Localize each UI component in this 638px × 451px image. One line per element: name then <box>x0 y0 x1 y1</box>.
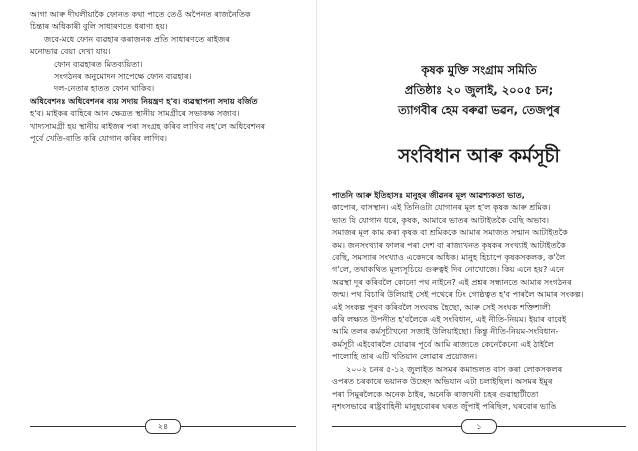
organization-name: কৃষক মুক্তি সংগ্ৰাম সমিতি <box>421 63 537 77</box>
organization-address: ত্যাগবীৰ হেম বৰুৱা ভৱন, তেজপুৰ <box>398 103 560 117</box>
text-line: সমাজৰ মূল কাম কৰা কৃষক বা শ্ৰমিককে আমাৰ সমাজত সন্মান আটাইতকৈ <box>332 227 568 238</box>
right-page-footer <box>332 418 626 434</box>
left-page <box>0 0 311 451</box>
text-line: কৰি লক্ষ্যত উপনীত হ'বলৈকে এই সংবিধান, এই নীতি-নিয়ম। ইয়াৰ বাবেই <box>332 314 567 325</box>
text-line: গ'লে, তথাকথিত মূল্যসূচিয়ে গুৰুত্বই দিব নোখোজে। কিয় এনে হয়? এনে <box>332 264 565 275</box>
text-line: সংগঠনৰ অনুমোদন সাপেক্ষে ফোন ব্যৱহাৰ। <box>54 71 192 82</box>
text-line: জবে-মধে ফোন ব্যৱহাৰ কৰাজনক প্ৰতি সাধাৰণতে ৰাইজৰ <box>44 33 230 44</box>
right-page <box>326 0 638 451</box>
text-line: আগা আৰু দীঘলীয়াকৈ ফোনত কথা পাতে তেওঁ অপৈনত ৰাজনৈতিক <box>30 9 251 19</box>
text-line: আমি তলৰ কৰ্মসূচীখনো সজাই উলিয়াইছো। কিন্তু নীতি-নিয়ম-সংবিধান- <box>332 326 559 337</box>
text-line: পূৰ্বে খেতি-বাতি কৰি যোগান কৰিব লাগিব। <box>30 133 168 144</box>
text-line: অৱস্থা দূৰ কৰিবলৈ কোনো পথ নাইনে? এই প্ৰশ্নৰ সন্ধানতে আমাৰ সংগঠনৰ <box>332 276 572 287</box>
text-line: কৰ্মসূচী এইবোৰলৈ যোৱাৰ পূৰ্বে আমি ৰাজ্যতে কেনেকৈনো এই ঠাইলৈ <box>332 338 554 349</box>
text-line: কম। জনসংখ্যাৰ ফালৰ পৰা দেশ বা ৰাজ্যখনত কৃষকৰ সংখ্যাই আটাইতকৈ <box>332 239 566 250</box>
text-line: কাপোৰ, বাসস্থান। এই তিনিওটা যোগানৰ মূল হ'ল কৃষক আৰু শ্ৰমিক। <box>332 202 551 213</box>
page-gutter <box>316 0 317 451</box>
text-line: পৰা সিমুৰলৈকে অনেক ঠাইৰ, অনেকি ৰাজখনী চহৰ গুৱাহাটীতো <box>332 388 539 399</box>
text-line: চিন্তাৰ অধিকাৰী বুলি সাধাৰণতে ধৰাণা হয়। <box>30 21 168 32</box>
text-line: হ'ব। মাইকৰ বাহিৰে আন ক্ষেত্ৰত স্থানীয় সামগ্ৰীৰে সভাকক্ষ সজাব। <box>30 108 240 119</box>
text-line: পালোহি তাৰ এটি খতিয়ান লোৱাৰ প্ৰয়োজন। <box>332 351 478 362</box>
text-line: নৃশংসভাৱে ৰাষ্ট্ৰবাহিনী মানুহবোৰৰ ঘৰত জুঁপাই পৰিছিল, ঘৰবোৰ ভাঙি <box>332 400 557 411</box>
left-page-footer <box>30 418 296 434</box>
text-line: দল-নেতাৰ হাতত ফোন থাকিব। <box>54 83 155 94</box>
text-line: মনোভাৱ বেয়া দেখা যায়। <box>30 46 111 57</box>
text-line: ফোন ব্যৱহাৰত মিতব্যয়িতা। <box>54 58 143 69</box>
text-line: এই সংকল্প পূৰণ কৰিবলৈ সংঘবদ্ধ হৈছো, আৰু সেই সংঘক শক্তিশালী <box>332 301 551 312</box>
text-line: খাদ্যসামগ্ৰী হয় স্থানীয় ৰাইজৰ পৰা সংগ্ৰহ কৰিব লাগিব নহ'লে অধিবেশনৰ <box>30 120 266 131</box>
text-line: জন্ম। পথ বিচাৰি উলিয়াই সেই পথেৰে ঢিং গোষ্ঠত্বত হ'ব পাৰলৈ আমাৰ সংকল্প। <box>332 289 584 300</box>
text-line: বেছি, সমস্যাৰ সংখ্যাও একেদৰে অধিক। মানুহ হিচাপে কৃষকসকলক, ক'লৈ <box>332 252 566 263</box>
left-page-body <box>30 8 301 144</box>
right-page-number: ১ <box>461 419 497 434</box>
text-line: অধিবেশনঃ অধিবেশনৰ ব্যয় সদায় নিয়ন্ত্ৰণ হ'ব। ব্যৱস্থাপনা সদায় বৰ্জিত <box>30 95 258 106</box>
left-page-number: ২৪ <box>145 419 181 434</box>
text-line: পাতনি আৰু ইতিহাসঃ মানুহৰ জীৱনৰ মূল আৱশ্যকতা ভাত, <box>332 190 525 200</box>
document-title: সংবিধান আৰু কৰ্মসূচী <box>398 146 560 167</box>
text-line: ২০০২ চনৰ ৫-১২ জুলাইত অসমৰ কমান্ডলত বাস কৰা লোকসকলৰ <box>346 363 563 374</box>
organization-header <box>332 60 626 120</box>
text-line: ভাত যি যোগান ধৰে, কৃষক, আমাৰে ভাতৰ আটাইতকৈ বেছি অভাব। <box>332 214 550 225</box>
right-page-body <box>332 189 626 412</box>
text-line: ওপৰত চৰকাৰে ভয়ানক উচ্ছেদ অভিযান এটা চলাইছিল। অসমৰ ইমুৰ <box>332 376 553 387</box>
founding-date: প্ৰতিষ্ঠাঃ ২০ জুলাই, ২০০৫ চন; <box>404 83 554 97</box>
